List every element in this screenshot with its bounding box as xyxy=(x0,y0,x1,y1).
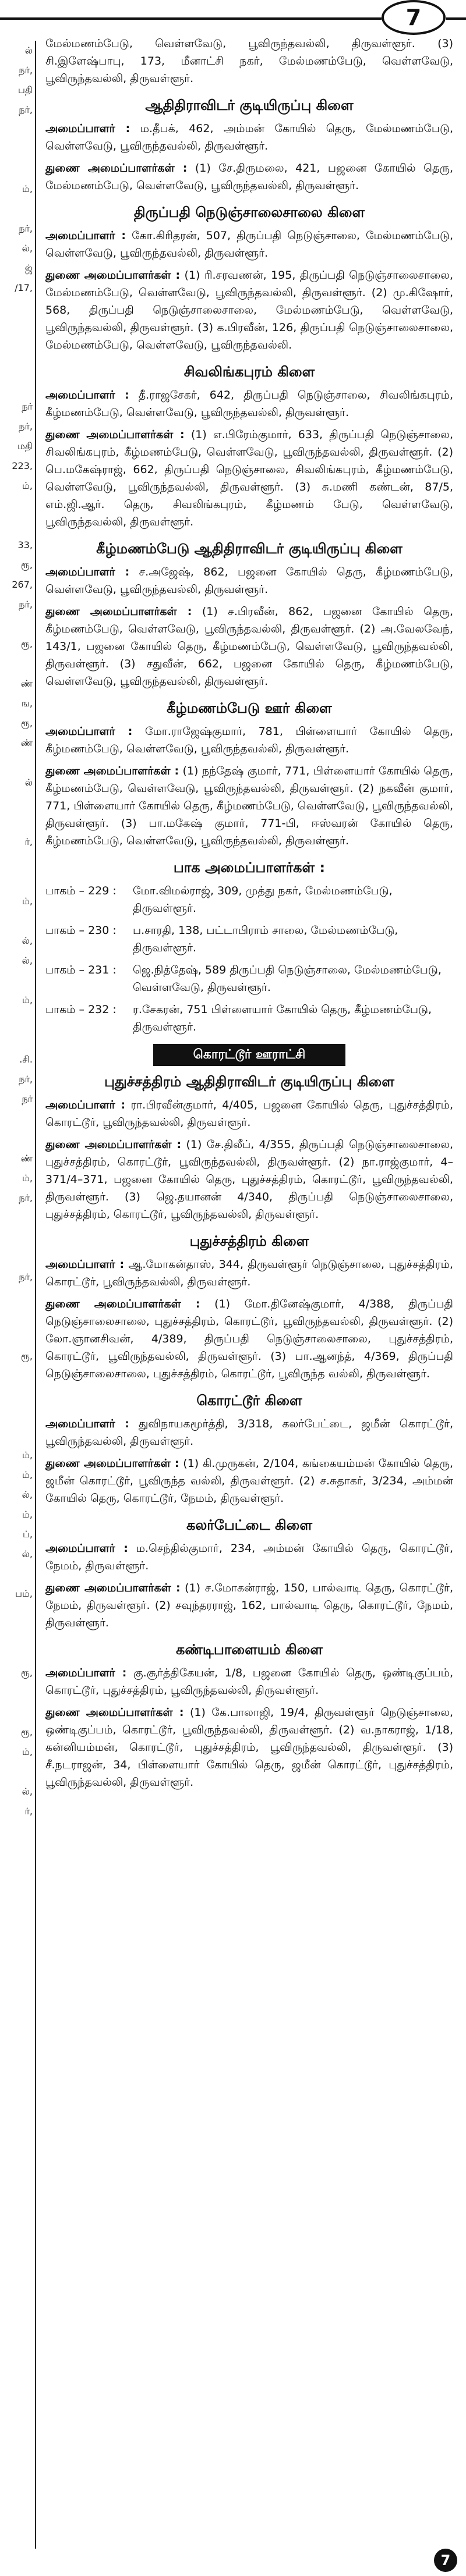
leader-label: அமைப்பாளர் : xyxy=(45,1667,127,1679)
intro-paragraph: மேல்மணம்பேடு, வெள்ளவேடு, பூவிருந்தவல்லி, திருவள்ளூர். (3) சி.இளேஷ்பாபு, 173, மீனாட்சி நகர், மேல்மணம்பேடு, வெள்ளவேடு, பூவிருந்தவல்லி, திருவள்ளூர். xyxy=(45,37,453,85)
left-fragment-line: ர், xyxy=(24,1806,33,1817)
left-fragment-line xyxy=(0,1129,33,1149)
left-fragment-line xyxy=(0,1228,33,1248)
leader-label: அமைப்பாளர் : xyxy=(45,122,130,135)
leader-label: அமைப்பாளர் : xyxy=(45,1258,125,1271)
deputies-label: துணை அமைப்பாளர்கள் : xyxy=(45,1298,200,1310)
left-fragment-line: நர், xyxy=(19,1271,33,1282)
left-fragment-line xyxy=(0,793,33,812)
branch-section xyxy=(45,1391,453,1507)
left-fragment-line xyxy=(0,654,33,674)
ward-text: ர.சேகரன், 751 பிள்ளையார் கோயில் தெரு, கீழ்மணம்பேடு, திருவள்ளூர். xyxy=(133,1003,432,1033)
leader-paragraph xyxy=(45,563,453,598)
leader-text: ஆ.மோகன்தாஸ், 344, திருவள்ளூர் நெடுஞ்சாலை, புதுச்சத்திரம், கொரட்டூர், பூவிருந்தவல்லி, திருவள்ளூர். xyxy=(45,1258,453,1288)
left-fragment-line: நர் xyxy=(22,401,33,412)
deputies-paragraph xyxy=(45,1455,453,1507)
ward-text: ப.சாரதி, 138, பட்டாபிராம் சாலை, மேல்மணம்பேடு, திருவள்ளூர். xyxy=(133,924,398,954)
left-fragment-line: நர், xyxy=(19,104,33,115)
left-fragment-line: ம், xyxy=(22,1509,33,1520)
left-fragment-line: ரூ, xyxy=(20,559,33,570)
left-fragment-line: 33, xyxy=(17,539,33,550)
left-fragment-line: நர், xyxy=(19,599,33,610)
left-fragment-line xyxy=(0,1386,33,1406)
left-fragment-line xyxy=(0,1623,33,1643)
left-fragment-line xyxy=(0,872,33,891)
left-fragment-line xyxy=(0,1643,33,1663)
leader-label: அமைப்பாளர் : xyxy=(45,389,129,401)
left-fragment-line: ம், xyxy=(22,1469,33,1480)
left-fragment-line: .சி. xyxy=(19,1054,33,1065)
deputies-paragraph xyxy=(45,426,453,531)
deputies-paragraph xyxy=(45,603,453,690)
branch-section xyxy=(45,362,453,531)
left-fragment-line xyxy=(0,1248,33,1267)
page-number-bottom: 7 xyxy=(434,2549,457,2572)
branch-title: திருப்பதி நெடுஞ்சாலைசாலை கிளை xyxy=(133,204,365,221)
ward-number: பாகம் – 230 : xyxy=(45,924,116,937)
branch-title: கீழ்மணம்பேடு ஆதிதிராவிடர் குடியிருப்பு கிளை xyxy=(96,541,403,557)
wards-title: பாக அமைப்பாளர்கள் : xyxy=(173,859,326,876)
left-fragment-line xyxy=(0,1762,33,1782)
leader-text: கோ.கிரிதரன், 507, திருப்பதி நெடுஞ்சாலை, மேல்மணம்பேடு, வெள்ளவேடு, பூவிருந்தவல்லி, திருவள்ளூர். xyxy=(45,229,453,260)
left-fragment-line xyxy=(0,1604,33,1623)
leader-label: அமைப்பாளர் : xyxy=(45,1417,129,1430)
branch-title: கலர்பேட்டை கிளை xyxy=(186,1517,312,1533)
deputies-text: (1) ச.பிரவீன், 862, பஜனை கோயில் தெரு, கீழ்மணம்பேடு, வெள்ளவேடு, பூவிருந்தவல்லி, திருவள்ளூர். (2) அ.வேலவேந், 143/1, பஜனை கோயில் தெரு, கீழ்மணம்பேடு, வெள்ளவேடு, பூவிருந்தவல்லி, திருவள்ளூர். (3) சதுவீன், 662, பஜனை கோயில் தெரு, கீழ்மணம்பேடு, வெள்ளவேடு, பூவிருந்தவல்லி, திருவள்ளூர். xyxy=(45,605,454,688)
ward-list xyxy=(45,882,453,1036)
left-fragment-line xyxy=(0,159,33,179)
left-fragment-line: நர், xyxy=(19,421,33,432)
leader-text: ச.அஜேஷ், 862, பஜனை கோயில் தெரு, கீழ்மணம்பேடு, வெள்ளவேடு, பூவிருந்தவல்லி, திருவள்ளூர். xyxy=(45,566,453,596)
left-fragment-line xyxy=(0,199,33,219)
left-fragment-line xyxy=(0,1703,33,1722)
left-fragment-line xyxy=(0,516,33,535)
left-fragment-line: நர், xyxy=(19,1074,33,1085)
branch-section xyxy=(45,1231,453,1383)
left-fragment-line: மதி xyxy=(17,440,33,452)
left-fragment-line: 267, xyxy=(12,579,33,590)
deputies-paragraph xyxy=(45,762,453,850)
leader-text: ம.செந்தில்குமார், 234, அம்மன் கோயில் தெரு, கொரட்டூர், நேமம், திருவள்ளூர். xyxy=(45,1542,453,1572)
deputies-text: (1) ச.மோகன்ராஜ், 150, பால்வாடி தெரு, கொரட்டூர், நேமம், திருவள்ளூர். (2) சவுந்தரராஜ், 162, பால்வாடி தெரு, கொரட்டூர், நேமம், திருவள்ளூர். xyxy=(45,1582,453,1629)
left-fragment-line xyxy=(0,1208,33,1228)
left-fragment-line xyxy=(0,120,33,140)
leader-text: துவிநாயகமூர்த்தி, 3/318, கலர்பேட்டை, ஜமீன் கொரட்டூர், பூவிருந்தவல்லி, திருவள்ளூர். xyxy=(45,1417,454,1448)
deputies-label: துணை அமைப்பாளர்கள் : xyxy=(45,162,188,175)
ward-number: பாகம் – 232 : xyxy=(45,1003,116,1016)
left-fragment-line: ம், xyxy=(22,1449,33,1461)
left-fragment-line: ண் xyxy=(20,737,33,748)
deputies-label: துணை அமைப்பாளர்கள் : xyxy=(45,428,185,441)
left-fragment-line: ல், xyxy=(22,1489,33,1500)
left-fragment-line: ண் xyxy=(20,678,33,689)
left-fragment-line: ர், xyxy=(24,836,33,847)
left-fragment-line: ம், xyxy=(22,1746,33,1757)
deputies-text: (1) சே.திலீப், 4/355, திருப்பதி நெடுஞ்சாலைசாலை, புதுச்சத்திரம், கொரட்டூர், பூவிருந்தவல்லி, திருவள்ளூர். (2) நா.ராஜ்குமார், 4–371/4–371, பஜனை கோயில் தெரு, புதுச்சத்திரம், கொரட்டூர், பூவிருந்தவல்லி, திருவள்ளூர். (3) ஜெ.தயானன் 4/340, திருப்பதி நெடுஞ்சாலைசாலை, புதுச்சத்திரம், கொரட்டூர், பூவிருந்தவல்லி, திருவள்ளூர். xyxy=(45,1138,454,1221)
ward-number: பாகம் – 231 : xyxy=(45,964,116,976)
left-fragment-line: ரூ, xyxy=(20,1726,33,1738)
branch-section xyxy=(45,698,453,850)
top-rule-right xyxy=(446,17,466,20)
main-column xyxy=(45,35,453,1799)
left-fragment-line: நர் xyxy=(22,1093,33,1104)
left-fragment-line xyxy=(0,911,33,931)
left-fragment-line xyxy=(0,1683,33,1703)
left-fragment-line xyxy=(0,1366,33,1386)
left-column-fragment xyxy=(0,41,36,2549)
branch-title: புதுச்சத்திரம் கிளை xyxy=(189,1233,309,1249)
left-fragment-line: ம், xyxy=(22,1172,33,1184)
left-fragment-line xyxy=(0,1307,33,1327)
left-fragment-line: ல் xyxy=(24,45,33,56)
left-fragment-line: ம், xyxy=(22,480,33,491)
leader-label: அமைப்பாளர் : xyxy=(45,229,126,242)
deputies-text: (1) கி.முருகன், 2/104, கங்கையம்மன் கோயில் தெரு, ஜமீன் கொரட்டூர், பூவிருந்த வல்லி, திருவள்ளூர். (2) ச.சுதாகர், 3/234, அம்மன் கோயில் தெரு, கொரட்டூர், நேமம், திருவள்ளூர். xyxy=(45,1457,454,1505)
left-fragment-line xyxy=(0,971,33,990)
branch-section xyxy=(45,202,453,354)
leader-paragraph xyxy=(45,227,453,262)
leader-paragraph xyxy=(45,1256,453,1291)
deputies-label: துணை அமைப்பாளர்கள் : xyxy=(45,1138,182,1151)
leader-label: அமைப்பாளர் : xyxy=(45,566,130,578)
left-fragment-line: /17, xyxy=(15,282,33,293)
deputies-label: துணை அமைப்பாளர்கள் : xyxy=(45,269,181,282)
leader-paragraph xyxy=(45,1096,453,1131)
left-fragment-line xyxy=(0,140,33,159)
ward-number: பாகம் – 229 : xyxy=(45,884,116,897)
left-fragment-line: ரூ, xyxy=(20,1351,33,1362)
deputies-text: (1) ரி.சரவணன், 195, திருப்பதி நெடுஞ்சாலைசாலை, மேல்மணம்பேடு, வெள்ளவேடு, பூவிருந்தவல்லி, திருவள்ளூர். (2) மு.கிஷோர், 568, திருப்பதி நெடுஞ்சாலைசாலை, மேல்மணம்பேடு, வெள்ளவேடு, பூவிருந்தவல்லி, திருவள்ளூர். (3) க.பிரவீன், 126, திருப்பதி நெடுஞ்சாலைசாலை, மேல்மணம்பேடு, வெள்ளவேடு, பூவிருந்தவல்லி. xyxy=(45,269,453,351)
left-fragment-line: ரூ, xyxy=(20,717,33,729)
leader-paragraph xyxy=(45,386,453,421)
branch-title: ஆதிதிராவிடர் குடியிருப்பு கிளை xyxy=(145,97,354,113)
branch-title: கீழ்மணம்பேடு ஊர் கிளை xyxy=(167,700,332,716)
left-fragment-line: 223, xyxy=(12,460,33,471)
left-fragment-line: நர், xyxy=(19,1192,33,1203)
leader-paragraph xyxy=(45,1415,453,1450)
left-fragment-line xyxy=(0,812,33,832)
left-fragment-line: பம், xyxy=(15,1588,33,1599)
deputies-paragraph xyxy=(45,1579,453,1632)
ward-row xyxy=(45,961,453,996)
deputies-label: துணை அமைப்பாளர்கள் : xyxy=(45,1457,179,1470)
deputies-paragraph xyxy=(45,1295,453,1383)
ward-text: ஜெ.நித்தேஷ், 589 திருப்பதி நெடுஞ்சாலை, மேல்மணம்பேடு, வெள்ளவேடு, திருவள்ளூர். xyxy=(133,964,442,994)
branch-title: புதுச்சத்திரம் ஆதிதிராவிடர் குடியிருப்பு கிளை xyxy=(104,1074,394,1090)
left-fragment-line xyxy=(0,614,33,634)
left-fragment-line: ல், xyxy=(22,243,33,254)
left-fragment-line: நர், xyxy=(19,65,33,76)
left-fragment-line xyxy=(0,753,33,773)
deputies-label: துணை அமைப்பாளர்கள் : xyxy=(45,765,179,777)
leader-text: ரா.பிரவீன்குமார், 4/405, பஜனை கோயில் தெரு, புதுச்சத்திரம், கொரட்டூர், பூவிருந்தவல்லி, திருவள்ளூர். xyxy=(45,1099,453,1129)
left-fragment-line: பதி xyxy=(17,84,33,95)
panchayat-title: கொரட்டூர் ஊராட்சி xyxy=(153,1044,345,1066)
left-fragment-line xyxy=(0,318,33,337)
deputies-text: (1) மோ.தினேஷ்குமார், 4/388, திருப்பதி நெடுஞ்சாலைசாலை, புதுச்சத்திரம், கொரட்டூர், பூவிருந்தவல்லி, திருவள்ளூர். (2) லோ.ஞானசிவன், 4/389, திருப்பதி நெடுஞ்சாலைசாலை, புதுச்சத்திரம், கொரட்டூர், பூவிருந்தவல்லி, திருவள்ளூர். (3) பா.ஆனந்த், 4/369, திருப்பதி நெடுஞ்சாலைசாலை, புதுச்சத்திரம், கொரட்டூர், பூவிருந்த வல்லி, திருவள்ளூர். xyxy=(45,1298,454,1380)
left-fragment-line: ரூ, xyxy=(20,638,33,649)
left-fragment-line xyxy=(0,357,33,377)
page-number-badge: 7 xyxy=(382,0,446,35)
deputies-text: (1) சே.திருமலை, 421, பஜனை கோயில் தெரு, மேல்மணம்பேடு, வெள்ளவேடு, பூவிருந்தவல்லி, திருவள்ளூர். xyxy=(45,162,453,192)
branch-sections-2 xyxy=(45,1072,453,1791)
left-fragment-line xyxy=(0,852,33,872)
left-fragment-line xyxy=(0,337,33,357)
branch-section xyxy=(45,1072,453,1223)
left-fragment-line: ம், xyxy=(22,994,33,1005)
left-fragment-line: ப், xyxy=(23,1529,33,1540)
leader-label: அமைப்பாளர் : xyxy=(45,1542,128,1555)
deputies-paragraph xyxy=(45,159,453,194)
deputies-label: துணை அமைப்பாளர்கள் : xyxy=(45,1706,184,1719)
branch-title: சிவலிங்கபுரம் கிளை xyxy=(183,364,315,380)
left-fragment-line xyxy=(0,1109,33,1129)
left-fragment-line xyxy=(0,1564,33,1584)
left-fragment-line xyxy=(0,1010,33,1030)
deputies-text: (1) எ.பிரேம்குமார், 633, திருப்பதி நெடுஞ்சாலை, சிவலிங்கபுரம், கீழ்மணம்பேடு, வெள்ளவேடு, பூவிருந்தவல்லி, திருவள்ளூர். (2) பெ.மகேஷ்ராஜ், 662, திருப்பதி நெடுஞ்சாலை, சிவலிங்கபுரம், கீழ்மணம்பேடு, வெள்ளவேடு, பூவிருந்தவல்லி, திருவள்ளூர். (3) சு.மணி கண்டன், 87/5, எம்.ஜி.ஆர். தெரு, சிவலிங்கபுரம், கீழ்மணம் பேடு, வெள்ளவேடு, பூவிருந்தவல்லி, திருவள்ளூர். xyxy=(45,428,453,528)
branch-sections xyxy=(45,95,453,850)
branch-section xyxy=(45,539,453,690)
left-fragment-line: ங, xyxy=(21,698,33,709)
leader-paragraph xyxy=(45,1664,453,1699)
leader-paragraph xyxy=(45,723,453,758)
leader-label: அமைப்பாளர் : xyxy=(45,725,133,738)
left-fragment-line: ம், xyxy=(22,896,33,907)
top-rule xyxy=(0,17,382,20)
left-fragment-line: ரூ, xyxy=(20,1667,33,1678)
deputies-label: துணை அமைப்பாளர்கள் : xyxy=(45,1582,181,1594)
leader-paragraph xyxy=(45,1540,453,1575)
branch-title: கொரட்டூர் கிளை xyxy=(196,1392,302,1409)
left-fragment-line xyxy=(0,1287,33,1307)
branch-section xyxy=(45,1515,453,1632)
deputies-text: (1) நந்தேஷ் குமார், 771, பிள்ளையார் கோயில் தெரு, கீழ்மணம்பேடு, வெள்ளவேடு, பூவிருந்தவல்லி, திருவள்ளூர். (2) நகவீன் குமார், 771, பிள்ளையார் கோயில் தெரு, கீழ்மணம்பேடு, வெள்ளவேடு, பூவிருந்தவல்லி, திருவள்ளூர். (3) பா.மகேஷ் குமார், 771-பி, ஈஸ்வரன் கோயில் தெரு, கீழ்மணம்பேடு, வெள்ளவேடு, பூவிருந்தவல்லி, திருவள்ளூர். xyxy=(45,765,454,847)
deputies-label: துணை அமைப்பாளர்கள் : xyxy=(45,605,192,618)
ward-row xyxy=(45,1001,453,1036)
left-fragment-line: ல் xyxy=(24,777,33,788)
leader-text: கு.சூர்த்திகேயன், 1/8, பஜனை கோயில் தெரு, ஒண்டிகுப்பம், கொரட்டூர், புதுச்சத்திரம், பூவிருந்தவல்லி, திருவள்ளூர். xyxy=(45,1667,453,1697)
leader-label: அமைப்பாளர் : xyxy=(45,1099,126,1111)
left-fragment-line: ல், xyxy=(22,955,33,966)
leader-text: தீ.ராஜசேகர், 642, திருப்பதி நெடுஞ்சாலை, சிவலிங்கபுரம், கீழ்மணம்பேடு, வெள்ளவேடு, பூவிருந்தவல்லி, திருவள்ளூர். xyxy=(45,389,454,419)
deputies-paragraph xyxy=(45,267,453,354)
left-fragment-line xyxy=(0,1406,33,1426)
branch-section xyxy=(45,1640,453,1791)
left-fragment-line xyxy=(0,1426,33,1445)
leader-paragraph xyxy=(45,120,453,155)
left-fragment-line xyxy=(0,377,33,397)
left-fragment-line xyxy=(0,1327,33,1346)
leader-text: மோ.ராஜேஷ்குமார், 781, பிள்ளையார் கோயில் தெரு, கீழ்மணம்பேடு, வெள்ளவேடு, பூவிருந்தவல்லி, திருவள்ளூர். xyxy=(45,725,453,755)
deputies-paragraph xyxy=(45,1136,453,1223)
left-fragment-line: ல், xyxy=(22,1786,33,1797)
ward-text: மோ.விமல்ராஜ், 309, முத்து நகர், மேல்மணம்பேடு, திருவள்ளூர். xyxy=(133,884,393,915)
left-fragment-line xyxy=(0,1030,33,1050)
left-fragment-line: ம், xyxy=(22,183,33,194)
left-fragment-line: ண் xyxy=(20,1153,33,1164)
branch-section xyxy=(45,95,453,194)
ward-row xyxy=(45,922,453,957)
left-fragment-line: ல், xyxy=(22,1548,33,1559)
ward-row xyxy=(45,882,453,917)
left-fragment-line: ல், xyxy=(22,935,33,946)
branch-title: கண்டிபாளையம் கிளை xyxy=(175,1641,323,1658)
left-fragment-line xyxy=(0,298,33,318)
left-fragment-line xyxy=(0,496,33,516)
deputies-text: (1) கே.பாலாஜி, 19/4, திருவள்ளூர் நெடுஞ்சாலை, ஒண்டிகுப்பம், கொரட்டூர், பூவிருந்தவல்லி, திருவள்ளூர். (2) வ.நாகராஜ், 1/18, கன்னியம்மன், கொரட்டூர், புதுச்சத்திரம், பூவிருந்தவல்லி, திருவள்ளூர். (3) சீ.நடராஜன், 34, பிள்ளையார் கோயில் தெரு, ஜமீன் கொரட்டூர், புதுச்சத்திரம், பூவிருந்தவல்லி, திருவள்ளூர். xyxy=(45,1706,453,1789)
leader-text: ம.தீபக், 462, அம்மன் கோயில் தெரு, மேல்மணம்பேடு, வெள்ளவேடு, பூவிருந்தவல்லி, திருவள்ளூர். xyxy=(45,122,453,152)
left-fragment-line: ஜ் xyxy=(24,262,33,273)
left-fragment-line: நர், xyxy=(19,223,33,234)
deputies-paragraph xyxy=(45,1704,453,1791)
